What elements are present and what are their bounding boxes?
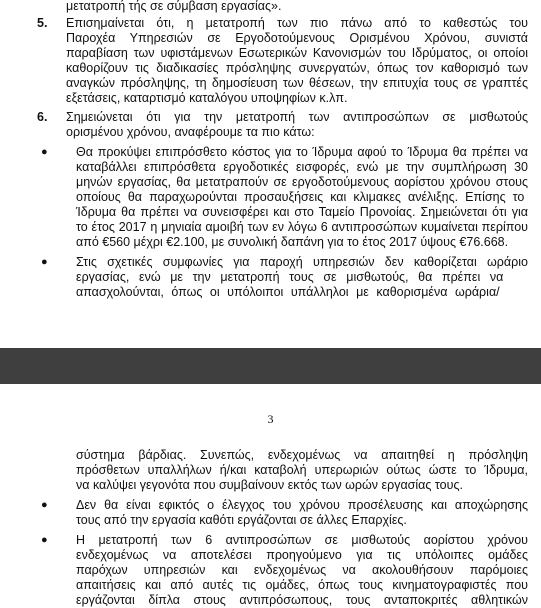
paragraph-5-line: εξετάσεις, καταρτισμό καταλόγου υποψηφίων κ.λπ. xyxy=(66,91,348,105)
paragraph-5-line: Παροχέα Υπηρεσιών σε Εργοδοτούμενους Ορισμένου Χρόνου, συνιστά xyxy=(66,31,528,45)
page-separator xyxy=(0,348,541,384)
bullet-line: Θα προκύψει επιπρόσθετο κόστος για το Ίδρυμα αφού το Ίδρυμα θα πρέπει να xyxy=(76,145,529,159)
paragraph-6-line: ορισμένου χρόνου, αναφέρουμε τα πιο κάτω: xyxy=(66,125,315,139)
bullet-line: εργασίας, ενώ με την μετατροπή τους σε μισθωτούς, θα πρέπει να xyxy=(76,270,504,284)
page-number: 3 xyxy=(267,412,274,426)
continuation-line: σύστημα βάρδιας. Συνεπώς, ενδεχομένως να απαιτηθεί η πρόσληψη xyxy=(76,448,528,462)
continuation-line: να καλύψει γεγονότα που συμβαίνουν εκτός των ωρών εργασίας τους. xyxy=(76,478,463,492)
bullet-line: απαιτήσεις και από αυτές τις ομάδες, όπως τους κινηματογραφιστές που xyxy=(76,578,529,592)
bullet-line: από €560 μέχρι €2.100, με συνολική δαπάνη για το έτος 2017 ύψους €76.668. xyxy=(76,235,509,249)
bullet-line: απασχολούνται, όπως οι υπόλοιποι υπάλληλοι με καθορισμένα ωράρια/ xyxy=(76,285,500,299)
bullet-line: οποίους θα παραχωρούνται προσαυξήσεις και κλιμακες ανέλιξης. Επίσης το xyxy=(76,190,525,204)
bullet-line: το έτος 2017 η μηνιαία αμοιβή των εν λόγω 6 αντιπροσώπων κυμαίνεται περίπου xyxy=(76,220,529,234)
paragraph-5-line: καθορίζουν τις διαδικασίες πρόσληψης συνεργατών, όπως τον καθορισμό των xyxy=(66,61,528,75)
bullet-line: εργάζονται δίπλα στους αντιπρόσωπους, τους ανταποκριτές αθλητικών xyxy=(76,593,528,607)
bullet-line: ενδεχομένως να αποτελέσει προηγούμενο για τις υπόλοιπες ομάδες xyxy=(76,548,529,562)
paragraph-5-line: παραβίαση των υφιστάμενων Εσωτερικών Κανονισμών του Ιδρύματος, οι οποίοι xyxy=(66,46,528,60)
paragraph-5-number: 5. xyxy=(37,16,48,30)
paragraph-6-number: 6. xyxy=(37,110,48,124)
intro-tail-line: μετατροπή τής σε σύμβαση εργασίας». xyxy=(66,0,282,13)
bullet-line: παρόχων υπηρεσιών και ενδεχομένως να ακολουθήσουν παρόμοιες xyxy=(76,563,528,577)
bullet-line: μηνών εργασίας, θα μετατραπούν σε εργοδοτούμενους αορίστου χρόνου στους xyxy=(76,175,529,189)
bullet-icon: ● xyxy=(41,534,48,546)
bullet-line: Ίδρυμα θα πρέπει να συνεισφέρει και στο Ταμείο Προνοίας. Σημειώνεται ότι για xyxy=(76,205,528,219)
bullet-icon: ● xyxy=(41,256,48,268)
continuation-line: πρόσθετων υπαλλήλων ή/και καταβολή υπερωριών ούτως ώστε το Ίδρυμα, xyxy=(76,463,528,477)
bullet-icon: ● xyxy=(41,146,48,158)
bullet-line: Δεν θα είναι εφικτός ο έλεγχος του χρόνου προσέλευσης και αποχώρησης xyxy=(76,498,528,512)
bullet-line: Στις σχετικές συμφωνίες για παροχή υπηρεσιών δεν καθορίζεται ωράριο xyxy=(76,255,528,269)
paragraph-6-line: Σημειώνεται ότι για την μετατροπή των αντιπροσώπων σε μισθωτούς xyxy=(66,110,529,124)
bullet-line: καταβάλλει επιπρόσθετα εργοδοτικές εισφορές, ενώ με την συμπλήρωση 30 xyxy=(76,160,529,174)
paragraph-5-line: Επισημαίνεται ότι, η μετατροπή των πιο πάνω από το καθεστώς του xyxy=(66,16,528,30)
bullet-icon: ● xyxy=(41,499,48,511)
paragraph-5-line: αναγκών πρόσληψης, τη δημοσίευση των θέσεων, την επιτυχία τους σε γραπτές xyxy=(66,76,528,90)
bullet-line: Η μετατροπή των 6 αντιπροσώπων σε μισθωτούς αορίστου χρόνου xyxy=(76,533,529,547)
bullet-line: τους από την εργασία καθότι εργάζονται σε άλλες Επαρχίες. xyxy=(76,513,407,527)
document-page-lower xyxy=(0,384,541,607)
